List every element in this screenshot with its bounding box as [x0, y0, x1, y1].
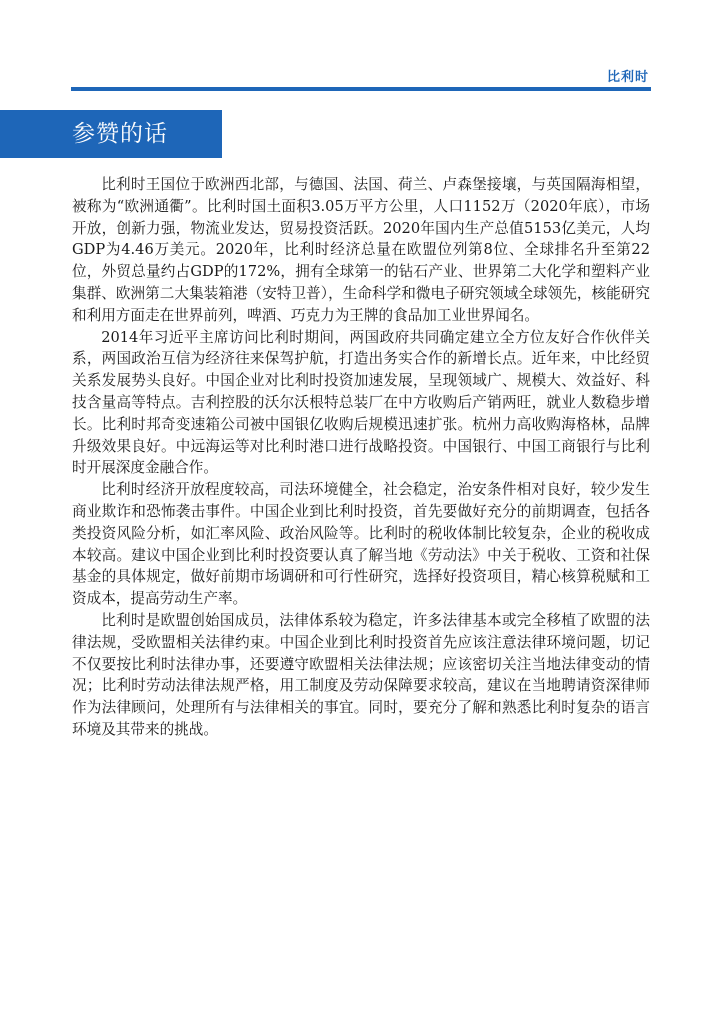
- running-header: 比利时: [606, 70, 649, 85]
- paragraph: 比利时是欧盟创始国成员，法律体系较为稳定，许多法律基本或完全移植了欧盟的法律法规，受欧盟相关法律约束。中国企业到比利时投资首先应该注意法律环境问题，切记不仅要按比利时法律办事，还要遵守欧盟相关法律法规；应该密切关注当地法律变动的情况；比利时劳动法律法规严格，用工制度及劳动保障要求较高，建议在当地聘请资深律师作为法律顾问，处理所有与法律相关的事宜。同时，要充分了解和熟悉比利时复杂的语言环境及其带来的挑战。: [72, 611, 650, 738]
- paragraph: 比利时经济开放程度较高，司法环境健全，社会稳定，治安条件相对良好，较少发生商业欺诈和恐怖袭击事件。中国企业到比利时投资，首先要做好充分的前期调查，包括各类投资风险分析，如汇率风险、政治风险等。比利时的税收体制比较复杂，企业的税收成本较高。建议中国企业到比利时投资要认真了解当地《劳动法》中关于税收、工资和社保基金的具体规定，做好前期市场调研和可行性研究，选择好投资项目，精心核算税赋和工资成本，提高劳动生产率。: [72, 481, 650, 608]
- header-rule: [71, 87, 651, 91]
- paragraph: 比利时王国位于欧洲西北部，与德国、法国、荷兰、卢森堡接壤，与英国隔海相望，被称为“欧洲通衢”。比利时国土面积3.05万平方公里，人口1152万（2020年底），市场开放，创新力强，物流业发达，贸易投资活跃。2020年国内生产总值5153亿美元，人均GDP为4.46万美元。2020年，比利时经济总量在欧盟位列第8位、全球排名升至第22位，外贸总量约占GDP的172%，拥有全球第一的钻石产业、世界第二大化学和塑料产业集群、欧洲第二大集装箱港（安特卫普），生命科学和微电子研究领域全球领先，核能研究和利用方面走在世界前列，啤酒、巧克力为王牌的食品加工业世界闻名。: [72, 176, 650, 324]
- body-text: [72, 174, 650, 741]
- section-title: 参赞的话: [72, 121, 168, 147]
- paragraph: 2014年习近平主席访问比利时期间，两国政府共同确定建立全方位友好合作伙伴关系，两国政治互信为经济往来保驾护航，打造出务实合作的新增长点。近年来，中比经贸关系发展势头良好。中国企业对比利时投资加速发展，呈现领域广、规模大、效益好、科技含量高等特点。吉利控股的沃尔沃根特总装厂在中方收购后产销两旺，就业人数稳步增长。比利时邦奇变速箱公司被中国银亿收购后规模迅速扩张。杭州力高收购海格林，品牌升级效果良好。中远海运等对比利时港口进行战略投资。中国银行、中国工商银行与比利时开展深度金融合作。: [72, 328, 650, 477]
